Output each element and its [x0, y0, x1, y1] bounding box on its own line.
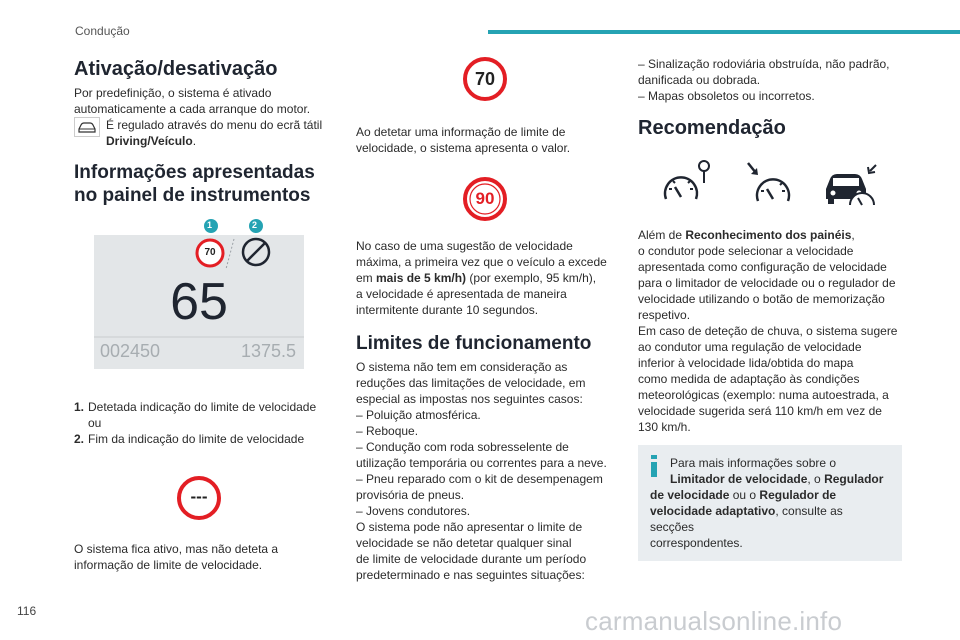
sign-70: [358, 56, 612, 102]
cluster-sign-value: 70: [204, 247, 216, 258]
limits-line: reduções das limitações de velocidade, em: [356, 376, 586, 390]
no-info-sign: [74, 475, 324, 521]
list-text-2: ou: [88, 416, 102, 430]
heading-limits: Limites de funcionamento: [356, 333, 592, 354]
limits-line: O sistema pode não apresentar o limite de: [356, 520, 583, 534]
car-speed-regulation-icon: [824, 159, 880, 211]
info-t2: ou o: [729, 488, 760, 502]
header-accent-bar: [488, 30, 960, 34]
sugg-3c: (por exemplo, 95 km/h),: [466, 271, 597, 285]
reco-line: apresentada como configuração de velocidade: [638, 260, 887, 274]
callout-1: 1: [207, 220, 213, 230]
info-b3: de velocidade: [650, 488, 730, 502]
speedometer-select-icon: [742, 159, 794, 211]
limits-line: provisória de pneus.: [356, 488, 465, 502]
heading-info-2: no painel de instrumentos: [74, 185, 311, 206]
reco-1b: Reconhecimento dos painéis: [685, 228, 852, 242]
situations-line: danificada ou dobrada.: [638, 73, 761, 87]
info-line-1: Para mais informações sobre o: [670, 456, 837, 470]
text-sugg-5: intermitente durante 10 segundos.: [356, 303, 539, 317]
watermark: carmanualsonline.info: [585, 606, 843, 636]
menu-hint: [74, 117, 324, 149]
info-line-5: correspondentes.: [650, 536, 743, 550]
recommendation-icons: [638, 159, 902, 215]
sign-70-value: 70: [474, 69, 496, 89]
limits-line: – Jovens condutores.: [356, 504, 471, 518]
text-default-2: automaticamente a cada arranque do motor.: [74, 102, 311, 116]
reco-line: Em caso de deteção de chuva, o sistema sugere: [638, 324, 898, 338]
text-menu-2: [106, 133, 322, 149]
no-info-sign-dashes: ---: [190, 487, 208, 506]
text-active-1: O sistema fica ativo, mas não deteta a: [74, 542, 279, 556]
reco-line: 130 km/h.: [638, 420, 691, 434]
sign-90-value: 90: [475, 189, 495, 208]
cluster-speed: 65: [170, 273, 228, 331]
page-number: 116: [17, 604, 37, 618]
reco-line: respetivo.: [638, 308, 691, 322]
text-sugg-2: máxima, a primeira vez que o veículo a excede: [356, 255, 607, 269]
info-b1: Limitador de velocidade: [670, 472, 808, 486]
header-section-title: Condução: [75, 24, 130, 38]
heading-info-1: Informações apresentadas: [74, 162, 315, 183]
text-sugg-3: [356, 270, 612, 286]
text-default-1: Por predefinição, o sistema é ativado: [74, 86, 272, 100]
text-active-2: informação de limite de velocidade.: [74, 558, 263, 572]
instrument-cluster-illustration: [94, 219, 304, 369]
column-middle: [356, 56, 612, 583]
car-menu-icon: [74, 117, 100, 137]
reco-1c: ,: [851, 228, 855, 242]
column-right: [638, 56, 902, 561]
reco-line: ao condutor uma regulação de velocidade: [638, 340, 862, 354]
reco-line: o condutor pode selecionar a velocidade: [638, 244, 854, 258]
limits-line: – Condução com roda sobresselente de: [356, 440, 569, 454]
menu-path: Driving/Veículo: [106, 134, 193, 148]
limits-line: – Reboque.: [356, 424, 419, 438]
list-number: 1.: [74, 400, 85, 414]
situations-line: – Mapas obsoletos ou incorretos.: [638, 89, 815, 103]
reco-line: para o limitador de velocidade ou o regulador de: [638, 276, 896, 290]
column-left: [74, 56, 324, 573]
info-line-4: [650, 503, 890, 535]
limits-line: de limite de velocidade durante um período: [356, 552, 587, 566]
limits-text: [356, 359, 612, 583]
menu-period: .: [192, 134, 197, 148]
info-b5: velocidade adaptativo: [650, 504, 776, 518]
text-sugg-4: a velocidade é apresentada de maneira: [356, 287, 567, 301]
limits-line: velocidade se não detetar qualquer sinal: [356, 536, 572, 550]
list-text: Detetada indicação do limite de velocidade: [88, 400, 317, 414]
reco-1a: Além de: [638, 228, 686, 242]
heading-activation: Ativação/desativação: [74, 58, 278, 80]
info-t1: , o: [807, 472, 825, 486]
reco-line: como medida de adaptação às condições: [638, 372, 860, 386]
reco-line: velocidade sugerida será 110 km/h em vez de: [638, 404, 882, 418]
reco-line-1: [638, 227, 902, 243]
limits-line: O sistema não tem em consideração as: [356, 360, 568, 374]
sign-90: [358, 176, 612, 222]
info-line-2: [650, 471, 890, 487]
info-b2: Regulador: [824, 472, 884, 486]
sugg-3a: em: [356, 271, 377, 285]
info-line-3: [650, 487, 890, 503]
text-detect-2: velocidade, o sistema apresenta o valor.: [356, 141, 571, 155]
cluster-odometer: 002450: [100, 341, 161, 361]
info-b4: Regulador de: [759, 488, 837, 502]
limits-line: – Poluição atmosférica.: [356, 408, 481, 422]
limits-line: especial as impostas nos seguintes casos:: [356, 392, 583, 406]
info-t3: , consulte as secções: [650, 504, 843, 534]
limits-line: – Pneu reparado com o kit de desempenagem: [356, 472, 603, 486]
limits-line: predeterminado e nas seguintes situações:: [356, 568, 585, 582]
list-number: 2.: [74, 432, 85, 446]
sugg-3b: mais de 5 km/h): [376, 271, 467, 285]
text-detect-1: Ao detetar uma informação de limite de: [356, 125, 566, 139]
info-icon: [650, 455, 658, 477]
heading-recommendation: Recomendação: [638, 117, 786, 139]
limits-line: utilização temporária ou correntes para a neve.: [356, 456, 607, 470]
list-item: [74, 431, 324, 447]
list-item: [74, 399, 324, 431]
reco-line: inferior à velocidade lida/obtida do mapa: [638, 356, 854, 370]
info-box: [638, 445, 902, 561]
callout-2: 2: [252, 220, 258, 230]
situations-line: – Sinalização rodoviária obstruída, não padrão,: [638, 57, 890, 71]
speedometer-memory-icon: [660, 159, 712, 211]
list-text: Fim da indicação do limite de velocidade: [88, 432, 305, 446]
cluster-trip: 1375.5: [240, 341, 296, 361]
reco-line: meteorológicas (exemplo: numa autoestrada, a: [638, 388, 889, 402]
reco-line: velocidade utilizando o botão de memorização: [638, 292, 885, 306]
text-menu-1: É regulado através do menu do ecrã tátil: [106, 118, 323, 132]
text-sugg-1: No caso de uma sugestão de velocidade: [356, 239, 573, 253]
